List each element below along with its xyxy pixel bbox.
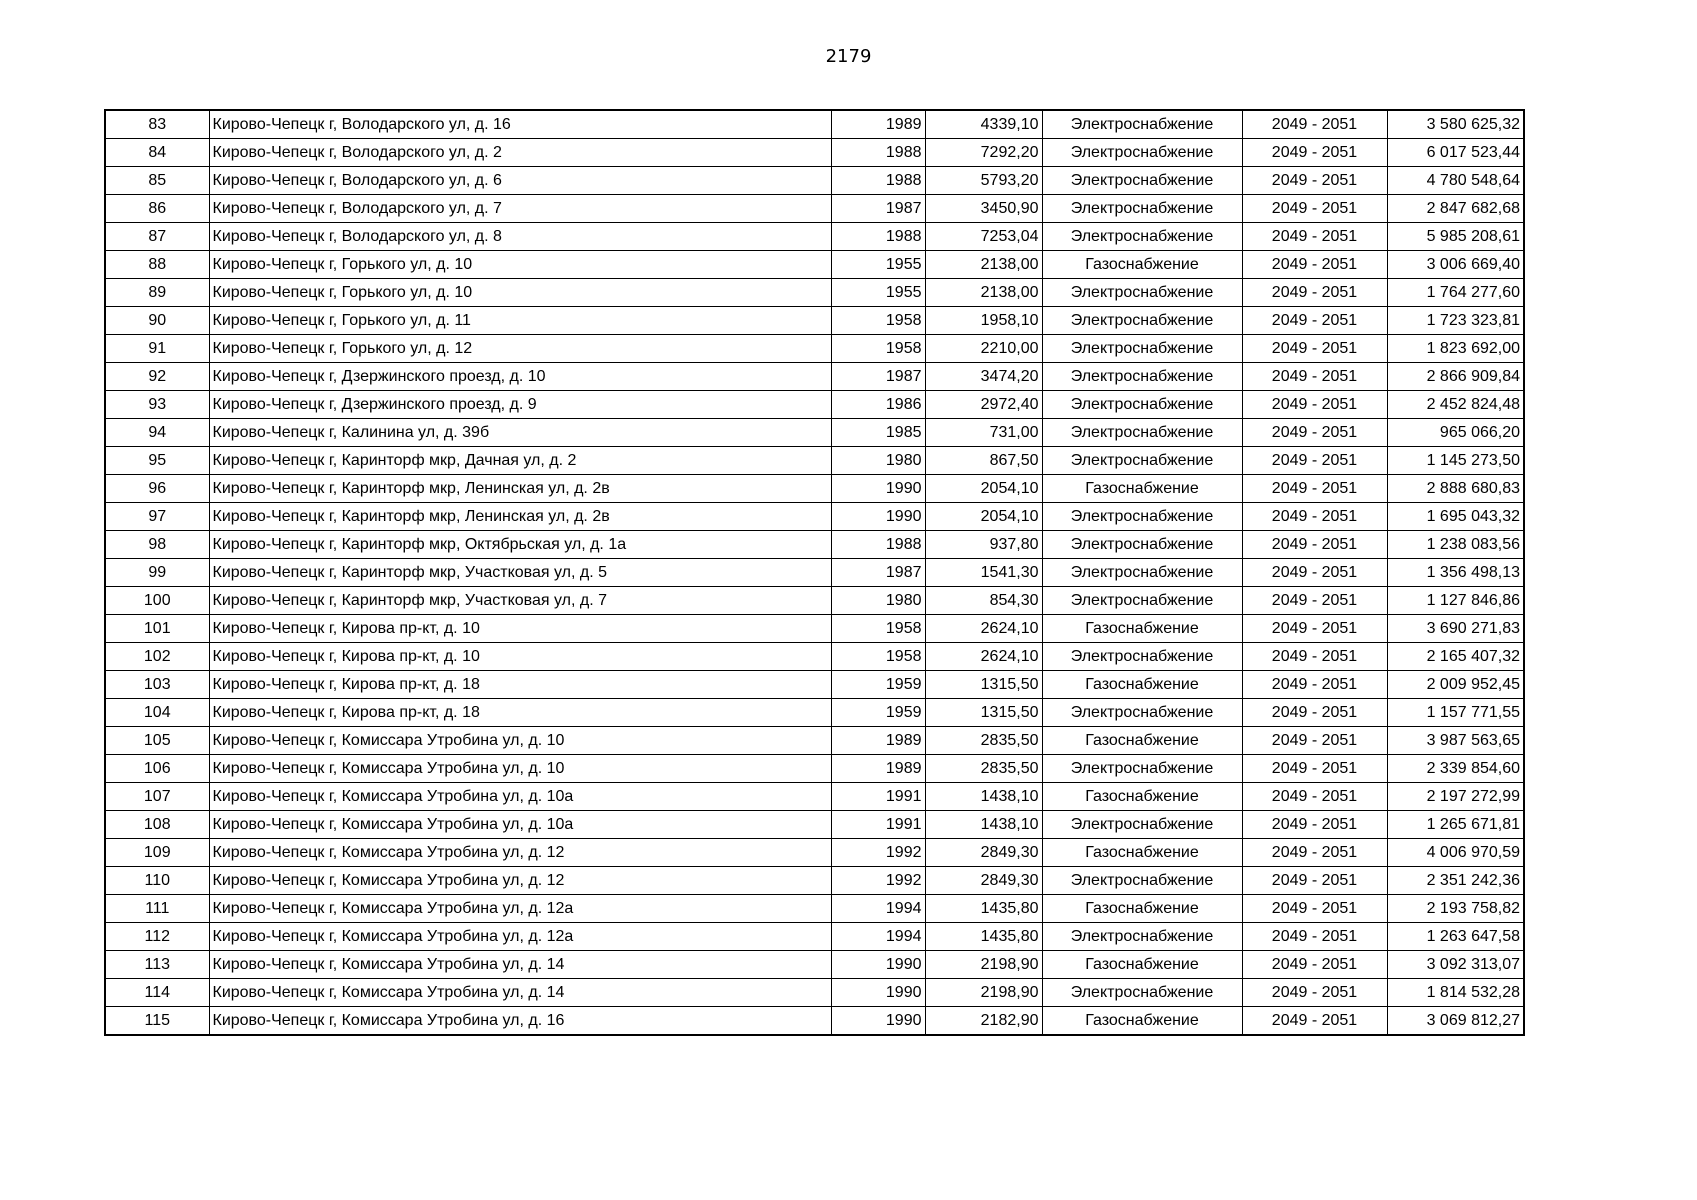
period-cell: 2049 - 2051 (1242, 307, 1387, 335)
table-row (105, 419, 1524, 447)
address-cell: Кирово-Чепецк г, Горького ул, д. 10 (209, 251, 831, 279)
row-number-cell: 107 (105, 783, 209, 811)
year-cell: 1987 (831, 195, 925, 223)
service-cell: Электроснабжение (1042, 447, 1242, 475)
service-cell: Электроснабжение (1042, 923, 1242, 951)
service-cell: Газоснабжение (1042, 251, 1242, 279)
row-number-cell: 106 (105, 755, 209, 783)
cost-cell: 2 351 242,36 (1387, 867, 1524, 895)
area-cell: 2849,30 (925, 867, 1042, 895)
service-cell: Электроснабжение (1042, 979, 1242, 1007)
address-cell: Кирово-Чепецк г, Горького ул, д. 12 (209, 335, 831, 363)
table-row (105, 867, 1524, 895)
period-cell: 2049 - 2051 (1242, 195, 1387, 223)
service-cell: Электроснабжение (1042, 643, 1242, 671)
address-cell: Кирово-Чепецк г, Комиссара Утробина ул, д. 12а (209, 923, 831, 951)
row-number-cell: 100 (105, 587, 209, 615)
row-number-cell: 90 (105, 307, 209, 335)
row-number-cell: 83 (105, 110, 209, 139)
cost-cell: 6 017 523,44 (1387, 139, 1524, 167)
cost-cell: 4 006 970,59 (1387, 839, 1524, 867)
area-cell: 1438,10 (925, 783, 1042, 811)
year-cell: 1958 (831, 615, 925, 643)
cost-cell: 2 847 682,68 (1387, 195, 1524, 223)
address-cell: Кирово-Чепецк г, Горького ул, д. 11 (209, 307, 831, 335)
cost-cell: 2 866 909,84 (1387, 363, 1524, 391)
year-cell: 1980 (831, 587, 925, 615)
address-cell: Кирово-Чепецк г, Каринторф мкр, Ленинская ул, д. 2в (209, 475, 831, 503)
area-cell: 1438,10 (925, 811, 1042, 839)
period-cell: 2049 - 2051 (1242, 391, 1387, 419)
year-cell: 1988 (831, 139, 925, 167)
row-number-cell: 104 (105, 699, 209, 727)
row-number-cell: 112 (105, 923, 209, 951)
period-cell: 2049 - 2051 (1242, 559, 1387, 587)
address-cell: Кирово-Чепецк г, Кирова пр-кт, д. 10 (209, 615, 831, 643)
service-cell: Электроснабжение (1042, 223, 1242, 251)
area-cell: 2624,10 (925, 615, 1042, 643)
row-number-cell: 114 (105, 979, 209, 1007)
row-number-cell: 102 (105, 643, 209, 671)
cost-cell: 2 009 952,45 (1387, 671, 1524, 699)
address-cell: Кирово-Чепецк г, Комиссара Утробина ул, д. 16 (209, 1007, 831, 1036)
cost-cell: 3 987 563,65 (1387, 727, 1524, 755)
period-cell: 2049 - 2051 (1242, 167, 1387, 195)
cost-cell: 1 823 692,00 (1387, 335, 1524, 363)
period-cell: 2049 - 2051 (1242, 279, 1387, 307)
area-cell: 2210,00 (925, 335, 1042, 363)
period-cell: 2049 - 2051 (1242, 531, 1387, 559)
area-cell: 2198,90 (925, 951, 1042, 979)
table-row (105, 307, 1524, 335)
year-cell: 1991 (831, 811, 925, 839)
year-cell: 1959 (831, 699, 925, 727)
year-cell: 1989 (831, 727, 925, 755)
year-cell: 1992 (831, 867, 925, 895)
service-cell: Электроснабжение (1042, 419, 1242, 447)
period-cell: 2049 - 2051 (1242, 110, 1387, 139)
row-number-cell: 86 (105, 195, 209, 223)
period-cell: 2049 - 2051 (1242, 923, 1387, 951)
year-cell: 1989 (831, 110, 925, 139)
row-number-cell: 87 (105, 223, 209, 251)
area-cell: 2849,30 (925, 839, 1042, 867)
row-number-cell: 109 (105, 839, 209, 867)
address-cell: Кирово-Чепецк г, Комиссара Утробина ул, д. 14 (209, 951, 831, 979)
address-cell: Кирово-Чепецк г, Володарского ул, д. 6 (209, 167, 831, 195)
cost-cell: 1 157 771,55 (1387, 699, 1524, 727)
address-cell: Кирово-Чепецк г, Кирова пр-кт, д. 10 (209, 643, 831, 671)
area-cell: 1435,80 (925, 895, 1042, 923)
address-cell: Кирово-Чепецк г, Володарского ул, д. 7 (209, 195, 831, 223)
period-cell: 2049 - 2051 (1242, 699, 1387, 727)
registry-table (104, 109, 1525, 1036)
address-cell: Кирово-Чепецк г, Комиссара Утробина ул, д. 10а (209, 783, 831, 811)
period-cell: 2049 - 2051 (1242, 475, 1387, 503)
area-cell: 3474,20 (925, 363, 1042, 391)
service-cell: Электроснабжение (1042, 391, 1242, 419)
table-row (105, 391, 1524, 419)
cost-cell: 1 356 498,13 (1387, 559, 1524, 587)
service-cell: Электроснабжение (1042, 531, 1242, 559)
table-row (105, 139, 1524, 167)
period-cell: 2049 - 2051 (1242, 727, 1387, 755)
cost-cell: 3 580 625,32 (1387, 110, 1524, 139)
period-cell: 2049 - 2051 (1242, 979, 1387, 1007)
period-cell: 2049 - 2051 (1242, 783, 1387, 811)
table-row (105, 363, 1524, 391)
page-number: 2179 (825, 46, 872, 67)
row-number-cell: 111 (105, 895, 209, 923)
period-cell: 2049 - 2051 (1242, 1007, 1387, 1036)
area-cell: 2835,50 (925, 727, 1042, 755)
year-cell: 1988 (831, 531, 925, 559)
area-cell: 4339,10 (925, 110, 1042, 139)
period-cell: 2049 - 2051 (1242, 615, 1387, 643)
row-number-cell: 113 (105, 951, 209, 979)
table-row (105, 923, 1524, 951)
service-cell: Газоснабжение (1042, 615, 1242, 643)
service-cell: Газоснабжение (1042, 951, 1242, 979)
year-cell: 1990 (831, 503, 925, 531)
service-cell: Электроснабжение (1042, 587, 1242, 615)
area-cell: 1435,80 (925, 923, 1042, 951)
address-cell: Кирово-Чепецк г, Володарского ул, д. 2 (209, 139, 831, 167)
year-cell: 1959 (831, 671, 925, 699)
year-cell: 1985 (831, 419, 925, 447)
cost-cell: 5 985 208,61 (1387, 223, 1524, 251)
cost-cell: 3 069 812,27 (1387, 1007, 1524, 1036)
cost-cell: 2 197 272,99 (1387, 783, 1524, 811)
period-cell: 2049 - 2051 (1242, 447, 1387, 475)
row-number-cell: 96 (105, 475, 209, 503)
address-cell: Кирово-Чепецк г, Кирова пр-кт, д. 18 (209, 671, 831, 699)
address-cell: Кирово-Чепецк г, Каринторф мкр, Участковая ул, д. 5 (209, 559, 831, 587)
area-cell: 2182,90 (925, 1007, 1042, 1036)
cost-cell: 3 690 271,83 (1387, 615, 1524, 643)
year-cell: 1992 (831, 839, 925, 867)
period-cell: 2049 - 2051 (1242, 251, 1387, 279)
table-row (105, 727, 1524, 755)
area-cell: 731,00 (925, 419, 1042, 447)
address-cell: Кирово-Чепецк г, Володарского ул, д. 8 (209, 223, 831, 251)
service-cell: Газоснабжение (1042, 671, 1242, 699)
address-cell: Кирово-Чепецк г, Каринторф мкр, Ленинская ул, д. 2в (209, 503, 831, 531)
row-number-cell: 93 (105, 391, 209, 419)
service-cell: Электроснабжение (1042, 699, 1242, 727)
address-cell: Кирово-Чепецк г, Володарского ул, д. 16 (209, 110, 831, 139)
year-cell: 1987 (831, 363, 925, 391)
cost-cell: 4 780 548,64 (1387, 167, 1524, 195)
area-cell: 1541,30 (925, 559, 1042, 587)
period-cell: 2049 - 2051 (1242, 363, 1387, 391)
row-number-cell: 89 (105, 279, 209, 307)
table-row (105, 447, 1524, 475)
row-number-cell: 115 (105, 1007, 209, 1036)
service-cell: Электроснабжение (1042, 195, 1242, 223)
year-cell: 1958 (831, 643, 925, 671)
area-cell: 2624,10 (925, 643, 1042, 671)
service-cell: Электроснабжение (1042, 559, 1242, 587)
cost-cell: 3 006 669,40 (1387, 251, 1524, 279)
cost-cell: 2 165 407,32 (1387, 643, 1524, 671)
row-number-cell: 84 (105, 139, 209, 167)
year-cell: 1955 (831, 279, 925, 307)
year-cell: 1990 (831, 475, 925, 503)
area-cell: 2972,40 (925, 391, 1042, 419)
area-cell: 2835,50 (925, 755, 1042, 783)
year-cell: 1990 (831, 951, 925, 979)
period-cell: 2049 - 2051 (1242, 223, 1387, 251)
table-body (105, 110, 1524, 1035)
year-cell: 1958 (831, 307, 925, 335)
period-cell: 2049 - 2051 (1242, 643, 1387, 671)
service-cell: Газоснабжение (1042, 475, 1242, 503)
service-cell: Газоснабжение (1042, 1007, 1242, 1036)
area-cell: 867,50 (925, 447, 1042, 475)
table-row (105, 783, 1524, 811)
year-cell: 1987 (831, 559, 925, 587)
period-cell: 2049 - 2051 (1242, 587, 1387, 615)
table-row (105, 643, 1524, 671)
area-cell: 2054,10 (925, 503, 1042, 531)
area-cell: 1315,50 (925, 671, 1042, 699)
year-cell: 1991 (831, 783, 925, 811)
table-row (105, 503, 1524, 531)
table-row (105, 335, 1524, 363)
table-row (105, 475, 1524, 503)
service-cell: Электроснабжение (1042, 279, 1242, 307)
period-cell: 2049 - 2051 (1242, 139, 1387, 167)
year-cell: 1955 (831, 251, 925, 279)
service-cell: Электроснабжение (1042, 167, 1242, 195)
period-cell: 2049 - 2051 (1242, 671, 1387, 699)
year-cell: 1994 (831, 895, 925, 923)
area-cell: 854,30 (925, 587, 1042, 615)
cost-cell: 1 723 323,81 (1387, 307, 1524, 335)
table-row (105, 895, 1524, 923)
service-cell: Электроснабжение (1042, 363, 1242, 391)
table-row (105, 979, 1524, 1007)
row-number-cell: 108 (105, 811, 209, 839)
row-number-cell: 95 (105, 447, 209, 475)
year-cell: 1986 (831, 391, 925, 419)
address-cell: Кирово-Чепецк г, Комиссара Утробина ул, д. 12а (209, 895, 831, 923)
cost-cell: 3 092 313,07 (1387, 951, 1524, 979)
period-cell: 2049 - 2051 (1242, 867, 1387, 895)
cost-cell: 965 066,20 (1387, 419, 1524, 447)
row-number-cell: 105 (105, 727, 209, 755)
service-cell: Электроснабжение (1042, 867, 1242, 895)
row-number-cell: 103 (105, 671, 209, 699)
address-cell: Кирово-Чепецк г, Дзержинского проезд, д. 10 (209, 363, 831, 391)
year-cell: 1994 (831, 923, 925, 951)
row-number-cell: 98 (105, 531, 209, 559)
address-cell: Кирово-Чепецк г, Комиссара Утробина ул, д. 10а (209, 811, 831, 839)
service-cell: Электроснабжение (1042, 335, 1242, 363)
area-cell: 2198,90 (925, 979, 1042, 1007)
service-cell: Газоснабжение (1042, 839, 1242, 867)
row-number-cell: 92 (105, 363, 209, 391)
row-number-cell: 85 (105, 167, 209, 195)
period-cell: 2049 - 2051 (1242, 811, 1387, 839)
table-row (105, 167, 1524, 195)
row-number-cell: 91 (105, 335, 209, 363)
table-row (105, 755, 1524, 783)
service-cell: Электроснабжение (1042, 110, 1242, 139)
table-row (105, 110, 1524, 139)
year-cell: 1990 (831, 1007, 925, 1036)
cost-cell: 2 339 854,60 (1387, 755, 1524, 783)
service-cell: Электроснабжение (1042, 755, 1242, 783)
area-cell: 2054,10 (925, 475, 1042, 503)
table-row (105, 615, 1524, 643)
service-cell: Электроснабжение (1042, 307, 1242, 335)
year-cell: 1958 (831, 335, 925, 363)
table-row (105, 251, 1524, 279)
period-cell: 2049 - 2051 (1242, 419, 1387, 447)
service-cell: Газоснабжение (1042, 895, 1242, 923)
year-cell: 1988 (831, 167, 925, 195)
area-cell: 1958,10 (925, 307, 1042, 335)
period-cell: 2049 - 2051 (1242, 335, 1387, 363)
year-cell: 1980 (831, 447, 925, 475)
address-cell: Кирово-Чепецк г, Комиссара Утробина ул, д. 10 (209, 727, 831, 755)
period-cell: 2049 - 2051 (1242, 839, 1387, 867)
area-cell: 2138,00 (925, 251, 1042, 279)
period-cell: 2049 - 2051 (1242, 755, 1387, 783)
table-row (105, 587, 1524, 615)
address-cell: Кирово-Чепецк г, Каринторф мкр, Участковая ул, д. 7 (209, 587, 831, 615)
cost-cell: 1 695 043,32 (1387, 503, 1524, 531)
row-number-cell: 97 (105, 503, 209, 531)
area-cell: 3450,90 (925, 195, 1042, 223)
address-cell: Кирово-Чепецк г, Калинина ул, д. 39б (209, 419, 831, 447)
year-cell: 1989 (831, 755, 925, 783)
cost-cell: 1 238 083,56 (1387, 531, 1524, 559)
area-cell: 7292,20 (925, 139, 1042, 167)
service-cell: Газоснабжение (1042, 783, 1242, 811)
period-cell: 2049 - 2051 (1242, 503, 1387, 531)
table-row (105, 699, 1524, 727)
table-row (105, 195, 1524, 223)
area-cell: 1315,50 (925, 699, 1042, 727)
cost-cell: 1 814 532,28 (1387, 979, 1524, 1007)
area-cell: 7253,04 (925, 223, 1042, 251)
service-cell: Газоснабжение (1042, 727, 1242, 755)
service-cell: Электроснабжение (1042, 811, 1242, 839)
table-row (105, 839, 1524, 867)
cost-cell: 1 265 671,81 (1387, 811, 1524, 839)
table-row (105, 811, 1524, 839)
table-row (105, 951, 1524, 979)
year-cell: 1990 (831, 979, 925, 1007)
cost-cell: 1 764 277,60 (1387, 279, 1524, 307)
period-cell: 2049 - 2051 (1242, 951, 1387, 979)
area-cell: 937,80 (925, 531, 1042, 559)
address-cell: Кирово-Чепецк г, Комиссара Утробина ул, д. 14 (209, 979, 831, 1007)
row-number-cell: 99 (105, 559, 209, 587)
address-cell: Кирово-Чепецк г, Горького ул, д. 10 (209, 279, 831, 307)
table-row (105, 223, 1524, 251)
table-row (105, 531, 1524, 559)
address-cell: Кирово-Чепецк г, Каринторф мкр, Дачная ул, д. 2 (209, 447, 831, 475)
row-number-cell: 110 (105, 867, 209, 895)
service-cell: Электроснабжение (1042, 139, 1242, 167)
address-cell: Кирово-Чепецк г, Кирова пр-кт, д. 18 (209, 699, 831, 727)
row-number-cell: 94 (105, 419, 209, 447)
year-cell: 1988 (831, 223, 925, 251)
address-cell: Кирово-Чепецк г, Комиссара Утробина ул, д. 12 (209, 867, 831, 895)
table-row (105, 559, 1524, 587)
table-row (105, 1007, 1524, 1036)
table-row (105, 671, 1524, 699)
cost-cell: 2 888 680,83 (1387, 475, 1524, 503)
area-cell: 2138,00 (925, 279, 1042, 307)
row-number-cell: 101 (105, 615, 209, 643)
cost-cell: 1 263 647,58 (1387, 923, 1524, 951)
row-number-cell: 88 (105, 251, 209, 279)
cost-cell: 1 127 846,86 (1387, 587, 1524, 615)
area-cell: 5793,20 (925, 167, 1042, 195)
cost-cell: 2 193 758,82 (1387, 895, 1524, 923)
period-cell: 2049 - 2051 (1242, 895, 1387, 923)
address-cell: Кирово-Чепецк г, Каринторф мкр, Октябрьская ул, д. 1а (209, 531, 831, 559)
address-cell: Кирово-Чепецк г, Комиссара Утробина ул, д. 10 (209, 755, 831, 783)
address-cell: Кирово-Чепецк г, Комиссара Утробина ул, д. 12 (209, 839, 831, 867)
table-row (105, 279, 1524, 307)
service-cell: Электроснабжение (1042, 503, 1242, 531)
cost-cell: 2 452 824,48 (1387, 391, 1524, 419)
address-cell: Кирово-Чепецк г, Дзержинского проезд, д. 9 (209, 391, 831, 419)
cost-cell: 1 145 273,50 (1387, 447, 1524, 475)
